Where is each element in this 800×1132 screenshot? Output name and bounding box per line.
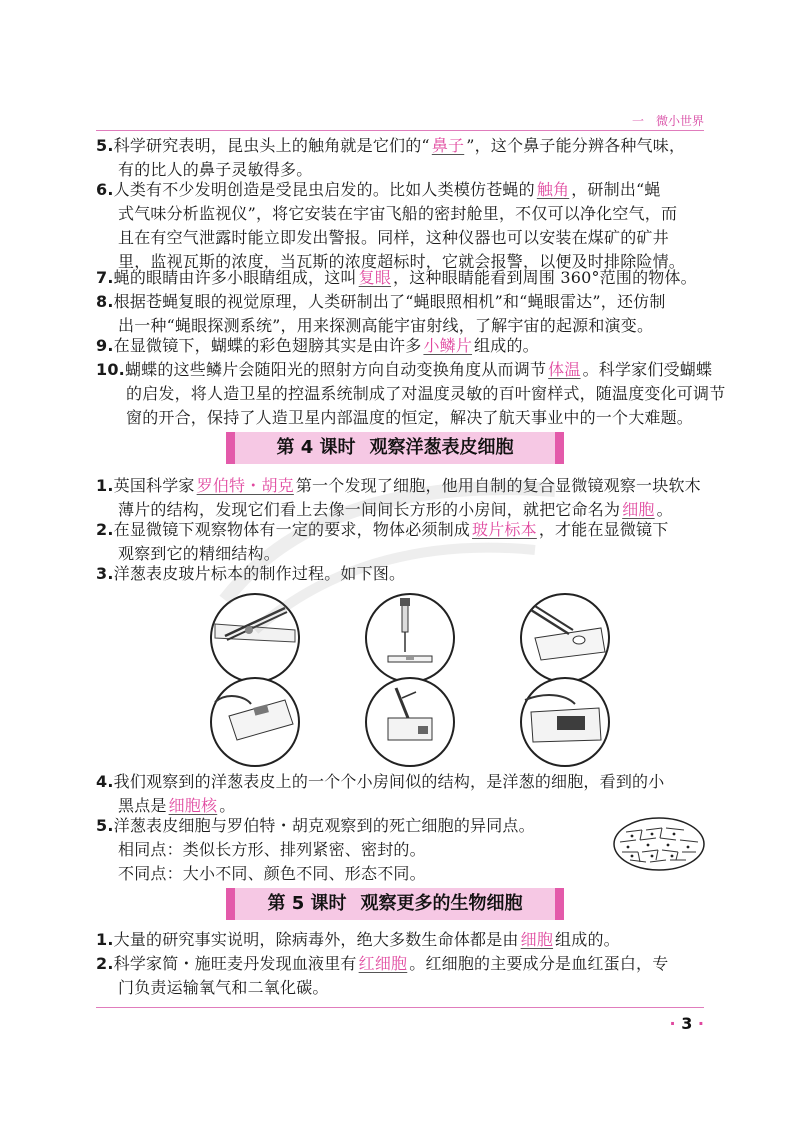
text: 门负责运输氧气和二氧化碳。: [118, 978, 329, 997]
l5-question-2: [96, 952, 708, 1000]
question-number: 9.: [96, 336, 114, 355]
text: 窗的开合，保持了人造卫星内部温度的恒定，解决了航天事业中的一个大难题。: [126, 408, 694, 427]
question-number: 1.: [96, 476, 114, 495]
text: 人类有不少发明创造是受昆虫启发的。比如人类模仿苍蝇的: [113, 180, 535, 199]
question-number: 5.: [96, 136, 114, 155]
text: 洋葱表皮细胞与罗伯特・胡克观察到的死亡细胞的异同点。: [113, 816, 535, 835]
text: 组成的。: [555, 930, 620, 949]
text: 的启发，将人造卫星的控温系统制成了对温度灵敏的百叶窗样式，随温度变化可调节: [126, 384, 726, 403]
section-header: 一 微小世界: [631, 114, 704, 128]
text: 在显微镜下，蝴蝶的彩色翅膀其实是由许多: [113, 336, 422, 355]
lesson-title: 观察更多的生物细胞: [360, 893, 523, 914]
answer: 细胞核: [168, 796, 218, 815]
text: 。: [219, 796, 236, 815]
question-8: [96, 290, 708, 338]
text: 观察到它的精细结构。: [118, 544, 281, 563]
page-number: [670, 1014, 704, 1033]
answer: 小鳞片: [423, 336, 473, 355]
text: 薄片的结构，发现它们看上去像一间间长方形的小房间，就把它命名为: [118, 500, 621, 519]
text: 。: [656, 500, 673, 519]
text: ，这种眼睛能看到周围 360°范围的物体。: [393, 268, 697, 287]
text: 黑点是: [118, 796, 167, 815]
page-number-text: 3: [681, 1014, 693, 1033]
diagram-svg: [200, 590, 620, 770]
text: 出一种“蝇眼探测系统”，用来探测高能宇宙射线，了解宇宙的起源和演变。: [118, 316, 654, 335]
text: 不同点：大小不同、颜色不同、形态不同。: [118, 864, 426, 883]
text: 蝴蝶的这些鳞片会随阳光的照射方向自动变换角度从而调节: [124, 360, 547, 379]
answer: 触角: [536, 180, 570, 199]
question-10: [96, 358, 726, 430]
question-6: [96, 178, 708, 274]
step-4-illustration: [211, 678, 299, 766]
question-number: 4.: [96, 772, 114, 791]
l4-question-4: [96, 770, 708, 818]
l4-question-1: [96, 474, 708, 522]
text: 且在有空气泄露时能立即发出警报。同样，这种仪器也可以安装在煤矿的矿井: [118, 228, 669, 247]
text: 科学家简・施旺麦丹发现血液里有: [113, 954, 357, 973]
text: 科学研究表明，昆虫头上的触角就是它们的“: [113, 136, 430, 155]
question-number: 2.: [96, 520, 114, 539]
page-dot-left: ·: [669, 1014, 676, 1033]
text: 大量的研究事实说明，除病毒外，绝大多数生命体都是由: [113, 930, 519, 949]
question-9: [96, 334, 708, 358]
text: 。红细胞的主要成分是血红蛋白，专: [409, 954, 669, 973]
text: 在显微镜下观察物体有一定的要求，物体必须制成: [113, 520, 471, 539]
lesson-5-banner: [226, 888, 564, 920]
question-5: [96, 134, 708, 182]
question-7: [96, 266, 708, 290]
question-number: 1.: [96, 930, 114, 949]
question-number: 2.: [96, 954, 114, 973]
step-2-illustration: [366, 594, 454, 682]
answer: 细胞: [622, 500, 655, 519]
text: 洋葱表皮玻片标本的制作过程。如下图。: [113, 564, 406, 583]
text: 里，监视瓦斯的浓度，当瓦斯的浓度超标时，它就会报警，以便及时排除险情。: [118, 252, 686, 271]
slide-preparation-diagram: [200, 590, 620, 770]
text: 蝇的眼睛由许多小眼睛组成，这叫: [113, 268, 357, 287]
text: 。科学家们受蝴蝶: [582, 360, 713, 379]
question-number: 3.: [96, 564, 114, 583]
lesson-label: 第 4 课时: [276, 437, 356, 458]
step-1-illustration: [211, 594, 299, 682]
text: ”，这个鼻子能分辨各种气味，: [466, 136, 686, 155]
header-divider: [96, 130, 704, 131]
text: 英国科学家: [113, 476, 195, 495]
question-number: 8.: [96, 292, 114, 311]
answer: 罗伯特・胡克: [196, 476, 294, 495]
text: ，研制出“蝇: [571, 180, 661, 199]
answer: 红细胞: [358, 954, 408, 973]
l4-question-3: [96, 562, 708, 586]
question-number: 6.: [96, 180, 114, 199]
answer: 复眼: [358, 268, 392, 287]
text: 有的比人的鼻子灵敏得多。: [118, 160, 313, 179]
step-6-illustration: [521, 678, 609, 766]
step-3-illustration: [521, 594, 609, 682]
cell-sketch: [612, 816, 706, 872]
l4-question-2: [96, 518, 708, 566]
text: 相同点：类似长方形、排列紧密、密封的。: [118, 840, 426, 859]
question-number: 7.: [96, 268, 114, 287]
cell-sketch-svg: [612, 816, 706, 872]
lesson-4-banner: [226, 432, 564, 464]
question-number: 5.: [96, 816, 114, 835]
lesson-label: 第 5 课时: [267, 893, 347, 914]
page-dot-right: ·: [697, 1014, 704, 1033]
question-number: 10.: [96, 360, 125, 379]
text: 我们观察到的洋葱表皮上的一个个小房间似的结构，是洋葱的细胞，看到的小: [113, 772, 665, 791]
footer-divider: [96, 1007, 704, 1008]
answer: 细胞: [520, 930, 554, 949]
text: ，才能在显微镜下: [538, 520, 669, 539]
answer: 玻片标本: [472, 520, 537, 539]
step-5-illustration: [366, 678, 454, 766]
text: 组成的。: [474, 336, 539, 355]
lesson-title: 观察洋葱表皮细胞: [369, 437, 514, 458]
answer: 体温: [548, 360, 581, 379]
text: 第一个发现了细胞，他用自制的复合显微镜观察一块软木: [295, 476, 701, 495]
text: 式气味分析监视仪”，将它安装在宇宙飞船的密封舱里，不仅可以净化空气，而: [118, 204, 678, 223]
l5-question-1: [96, 928, 708, 952]
text: 根据苍蝇复眼的视觉原理，人类研制出了“蝇眼照相机”和“蝇眼雷达”，还仿制: [113, 292, 666, 311]
answer: 鼻子: [431, 136, 465, 155]
